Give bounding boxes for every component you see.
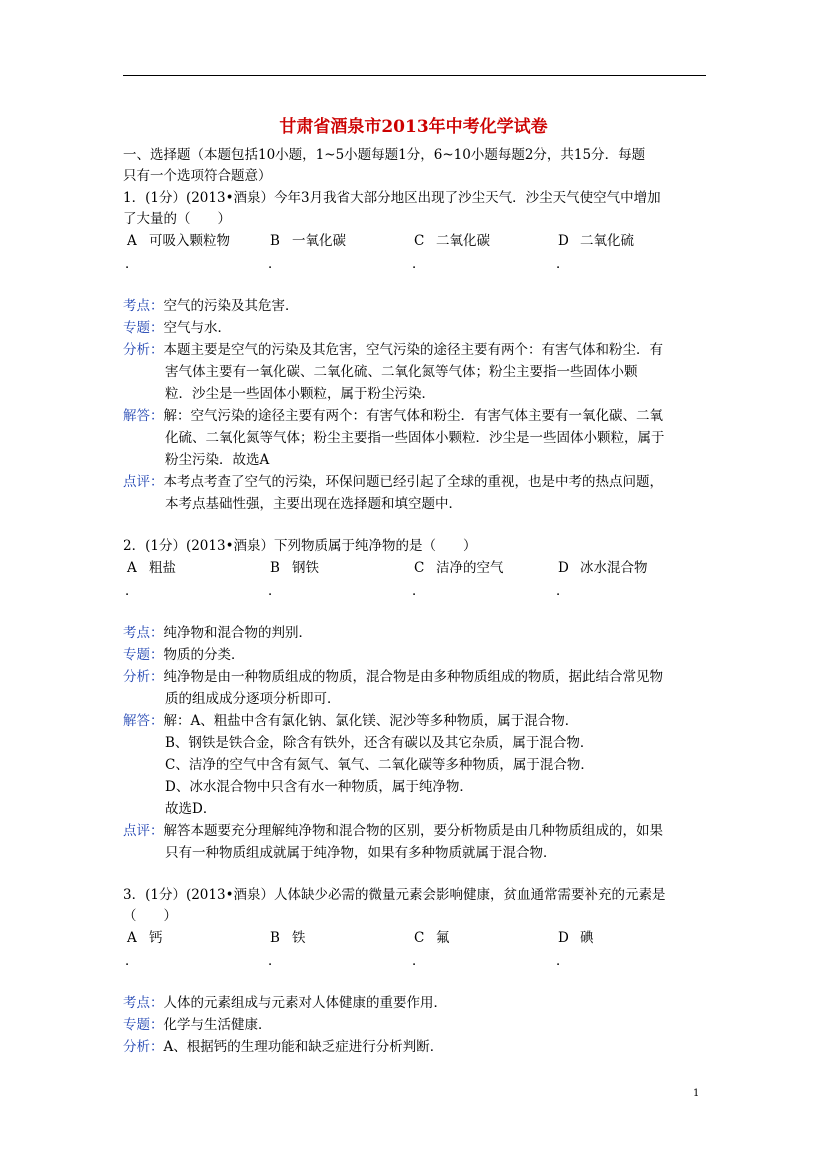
q1-stem-line-1: 1．(1分）(2013•酒泉）今年3月我省大部分地区出现了沙尘天气．沙尘天气使空气中增加 xyxy=(123,190,661,206)
analysis-text: 质的组成成分逐项分析即可． xyxy=(165,691,341,707)
option-text: 钙 xyxy=(149,930,163,946)
option-dot: ． xyxy=(412,953,426,969)
q1-option-d xyxy=(558,231,634,251)
label-zhuanti: 专题： xyxy=(123,1017,164,1033)
analysis-text: 纯净物是由一种物质组成的物质，混合物是由多种物质组成的物质，据此结合常见物 xyxy=(163,669,663,685)
analysis-text: 纯净物和混合物的判别． xyxy=(163,625,312,641)
q3-kaodian xyxy=(123,993,447,1013)
option-letter: A xyxy=(127,930,137,946)
label-fenxi: 分析： xyxy=(123,669,164,685)
option-text: 二氧化硫 xyxy=(580,233,634,249)
q3-option-b xyxy=(270,928,306,948)
label-fenxi: 分析： xyxy=(123,1039,164,1055)
option-letter: A xyxy=(127,560,137,576)
option-text: 一氧化碳 xyxy=(292,233,346,249)
q1-fenxi xyxy=(123,340,663,360)
q3-stem-line-2: （ ） xyxy=(123,908,177,924)
option-text: 钢铁 xyxy=(292,560,319,576)
analysis-text: C、洁净的空气中含有氮气、氧气、二氧化碳等多种物质，属于混合物． xyxy=(165,757,594,773)
option-letter: D xyxy=(558,233,569,249)
option-dot: ． xyxy=(556,583,570,599)
analysis-text: 粒．沙尘是一些固体小颗粒，属于粉尘污染． xyxy=(165,386,435,402)
label-dianping: 点评： xyxy=(123,823,164,839)
q2-jieda xyxy=(123,711,578,731)
analysis-text: B、钢铁是铁合金，除含有铁外，还含有碳以及其它杂质，属于混合物． xyxy=(165,735,594,751)
option-text: 洁净的空气 xyxy=(436,560,504,576)
q3-option-a xyxy=(127,928,163,948)
q2-kaodian xyxy=(123,623,312,643)
option-dot: ． xyxy=(125,256,139,272)
label-jieda: 解答： xyxy=(123,713,164,729)
analysis-text: 化学与生活健康． xyxy=(163,1017,272,1033)
q1-option-b xyxy=(270,231,346,251)
section-heading-line-2: 只有一个选项符合题意） xyxy=(123,168,272,184)
q3-option-c xyxy=(414,928,450,948)
analysis-text: 解：空气污染的途径主要有两个：有害气体和粉尘．有害气体主要有一氧化碳、二氧 xyxy=(163,408,663,424)
option-dot: ． xyxy=(268,256,282,272)
option-letter: C xyxy=(414,233,425,249)
option-dot: ． xyxy=(125,583,139,599)
analysis-text: 本题主要是空气的污染及其危害，空气污染的途径主要有两个：有害气体和粉尘．有 xyxy=(163,342,663,358)
analysis-text: 空气的污染及其危害． xyxy=(163,298,299,314)
q2-option-b xyxy=(270,558,319,578)
analysis-text: D、冰水混合物中只含有水一种物质，属于纯净物． xyxy=(165,779,473,795)
option-letter: C xyxy=(414,930,425,946)
analysis-text: 只有一种物质组成就属于纯净物，如果有多种物质就属于混合物． xyxy=(165,845,557,861)
q3-zhuanti xyxy=(123,1015,272,1035)
q2-fenxi xyxy=(123,667,663,687)
option-letter: D xyxy=(558,560,569,576)
page-number: 1 xyxy=(693,1088,700,1099)
option-dot: ． xyxy=(556,953,570,969)
q2-dianping xyxy=(123,821,663,841)
option-text: 冰水混合物 xyxy=(580,560,648,576)
label-kaodian: 考点： xyxy=(123,625,164,641)
option-text: 可吸入颗粒物 xyxy=(149,233,230,249)
option-text: 氟 xyxy=(436,930,450,946)
q2-option-d xyxy=(558,558,648,578)
q2-zhuanti xyxy=(123,645,245,665)
label-dianping: 点评： xyxy=(123,474,164,490)
q1-kaodian xyxy=(123,296,299,316)
option-text: 碘 xyxy=(580,930,594,946)
q1-stem-line-2: 了大量的（ ） xyxy=(123,211,231,227)
label-zhuanti: 专题： xyxy=(123,320,164,336)
page-title: 甘肃省酒泉市2013年中考化学试卷 xyxy=(279,117,548,137)
analysis-text: 解答本题要充分理解纯净物和混合物的区别，要分析物质是由几种物质组成的，如果 xyxy=(163,823,663,839)
option-dot: ． xyxy=(268,953,282,969)
label-fenxi: 分析： xyxy=(123,342,164,358)
option-text: 二氧化碳 xyxy=(436,233,490,249)
q1-option-a xyxy=(127,231,230,251)
q2-stem-line-1: 2．(1分）(2013•酒泉）下列物质属于纯净物的是（ ） xyxy=(123,538,477,554)
q1-dianping xyxy=(123,472,663,492)
q1-jieda xyxy=(123,406,663,426)
option-letter: A xyxy=(127,233,137,249)
analysis-text: A、根据钙的生理功能和缺乏症进行分析判断． xyxy=(163,1039,444,1055)
header-rule xyxy=(123,75,706,76)
analysis-text: 化硫、二氧化氮等气体；粉尘主要指一些固体小颗粒．沙尘是一些固体小颗粒，属于 xyxy=(165,430,665,446)
option-letter: B xyxy=(270,930,280,946)
q3-stem-line-1: 3．(1分）(2013•酒泉）人体缺少必需的微量元素会影响健康，贫血通常需要补充的元素是 xyxy=(123,887,666,903)
option-dot: ． xyxy=(556,256,570,272)
q2-option-a xyxy=(127,558,176,578)
analysis-text: 空气与水． xyxy=(163,320,231,336)
label-kaodian: 考点： xyxy=(123,298,164,314)
q3-option-d xyxy=(558,928,594,948)
q1-option-c xyxy=(414,231,490,251)
option-text: 铁 xyxy=(292,930,306,946)
option-dot: ． xyxy=(125,953,139,969)
option-dot: ． xyxy=(412,583,426,599)
label-jieda: 解答： xyxy=(123,408,164,424)
analysis-text: 物质的分类． xyxy=(163,647,245,663)
section-heading-line-1: 一、选择题（本题包括10小题，1~5小题每题1分，6~10小题每题2分，共15分．每题 xyxy=(123,147,646,163)
q2-option-c xyxy=(414,558,504,578)
analysis-text: 人体的元素组成与元素对人体健康的重要作用． xyxy=(163,995,447,1011)
analysis-text: 故选D． xyxy=(165,801,217,817)
option-letter: B xyxy=(270,560,280,576)
analysis-text: 害气体主要有一氧化碳、二氧化硫、二氧化氮等气体；粉尘主要指一些固体小颗 xyxy=(165,364,638,380)
option-letter: C xyxy=(414,560,425,576)
label-zhuanti: 专题： xyxy=(123,647,164,663)
label-kaodian: 考点： xyxy=(123,995,164,1011)
option-text: 粗盐 xyxy=(149,560,176,576)
option-letter: D xyxy=(558,930,569,946)
q1-zhuanti xyxy=(123,318,231,338)
analysis-text: 本考点基础性强，主要出现在选择题和填空题中． xyxy=(165,496,462,512)
option-dot: ． xyxy=(412,256,426,272)
option-dot: ． xyxy=(268,583,282,599)
option-letter: B xyxy=(270,233,280,249)
analysis-text: 本考点考查了空气的污染，环保问题已经引起了全球的重视，也是中考的热点问题， xyxy=(163,474,663,490)
q3-fenxi xyxy=(123,1037,443,1057)
analysis-text: 解：A、粗盐中含有氯化钠、氯化镁、泥沙等多种物质，属于混合物． xyxy=(163,713,579,729)
analysis-text: 粉尘污染．故选A xyxy=(165,452,270,468)
